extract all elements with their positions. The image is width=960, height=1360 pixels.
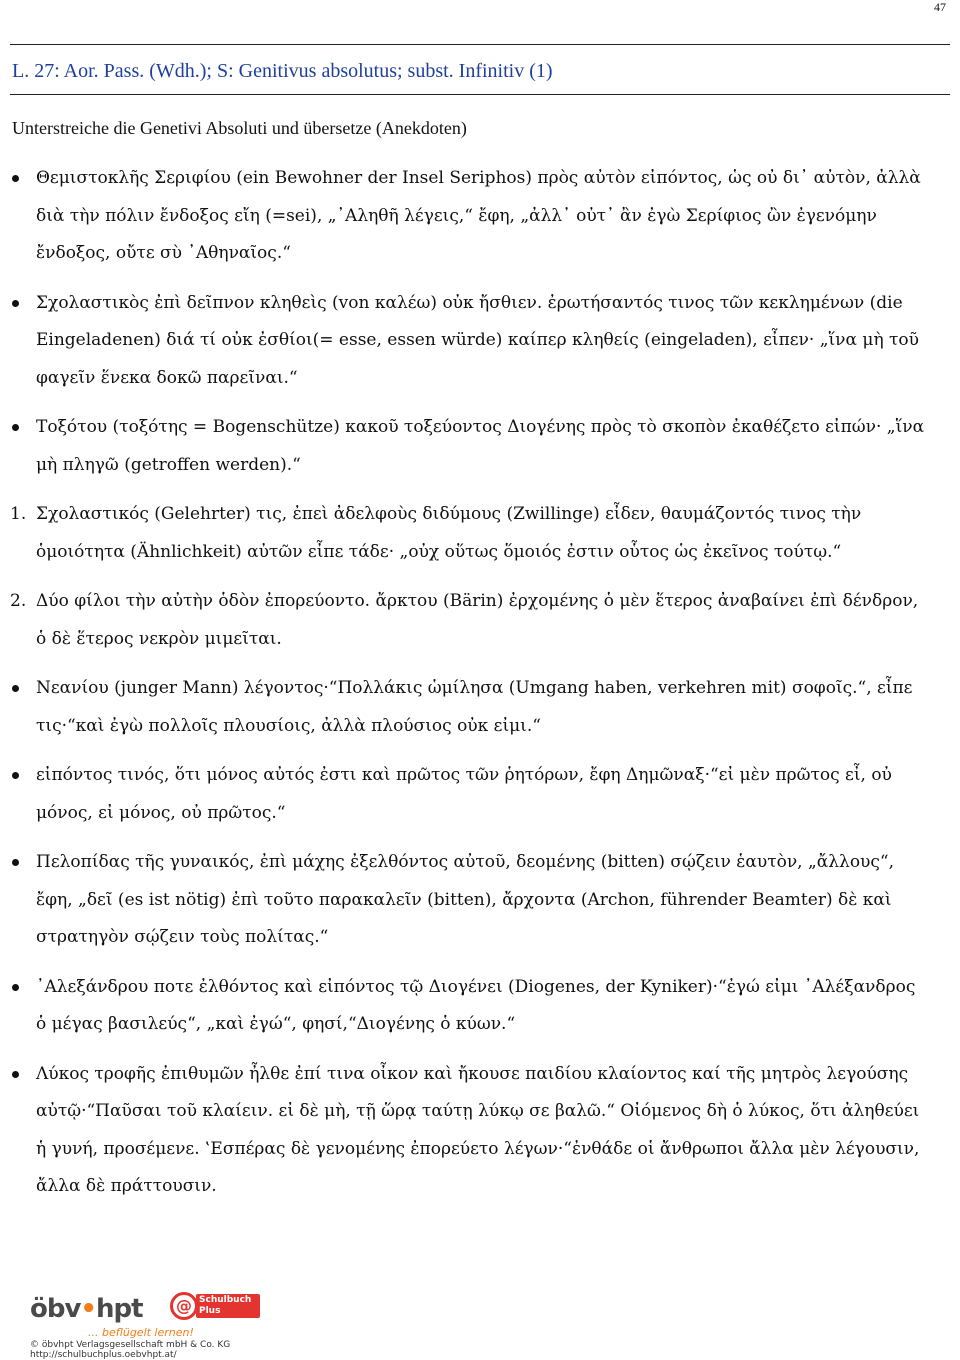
logo-separator: • xyxy=(80,1294,97,1324)
exercise-item xyxy=(10,844,930,957)
exercise-text: Λύκος τροφῆς ἐπιθυμῶν ἦλθε ἐπί τινα οἶκον καὶ ἤκουσε παιδίου κλαίοντος καί τῆς μητρὸς λεγούσης αὐτῷ·“Παῦσαι τοῦ κλαίειν. εἰ δὲ μὴ, τῇ ὥρᾳ ταύτῃ λύκῳ σε βαλῶ.“ Οἰόμενος δὴ ὁ λύκος, ὅτι ἀληθεύει ἡ γυνή, προσέμενε. ‛Εσπέρας δὲ γενομένης ἐπορεύετο λέγων·“ἐνθάδε οἱ ἄνθρωποι ἄλλα μὲν λέγουσιν, ἄλλα δὲ πράττουσιν. xyxy=(36,1063,920,1196)
exercise-number: 1. xyxy=(10,504,27,524)
exercise-text: Θεμιστοκλῆς Σεριφίου (ein Bewohner der Insel Seriphos) πρὸς αὐτὸν εἰπόντος, ὡς οὐ δι᾽ αὐτὸν, ἀλλὰ διὰ τὴν πόλιν ἔνδοξος εἴη (=sei), „᾽Αληθῆ λέγεις,“ ἔφη, „ἀλλ᾽ οὐτ᾽ ἂν ἐγὼ Σερίφιος ὢν ἐγενόμην ἔνδοξος, οὔτε σὺ ᾽Αθηναῖος.“ xyxy=(36,168,921,263)
exercise-item xyxy=(10,670,930,745)
bullet-icon xyxy=(12,424,19,431)
bullet-icon xyxy=(12,175,19,182)
logo-left-text: öbv xyxy=(30,1294,81,1324)
header-divider-top xyxy=(10,44,950,45)
exercise-item xyxy=(10,583,930,658)
page-number: 47 xyxy=(934,0,946,14)
lesson-title: L. 27: Aor. Pass. (Wdh.); S: Genitivus absolutus; subst. Infinitiv (1) xyxy=(12,60,553,82)
schulbuchplus-logo xyxy=(170,1290,260,1324)
exercise-text: Νεανίου (junger Mann) λέγοντος·“Πολλάκις ὡμίλησα (Umgang haben, verkehren mit) σοφοῖς.“, εἶπε τις·“καὶ ἐγὼ πολλοῖς πλουσίοις, ἀλλὰ πλούσιος οὐκ εἰμι.“ xyxy=(36,678,913,736)
exercise-text: Δύο φίλοι τὴν αὐτὴν ὁδὸν ἐπορεύοντο. ἄρκτου (Bärin) ἐρχομένης ὁ μὲν ἕτερος ἀναβαίνει ἐπὶ δένδρον, ὁ δὲ ἕτερος νεκρὸν μιμεῖται. xyxy=(36,591,919,649)
publisher-info xyxy=(30,1340,230,1360)
exercise-text: Πελοπίδας τῆς γυναικός, ἐπὶ μάχης ἐξελθόντος αὐτοῦ, δεομένης (bitten) σῴζειν ἑαυτὸν, „ἄλλους“, ἔφη, „δεῖ (es ist nötig) ἐπὶ τοῦτο παρακαλεῖν (bitten), ἄρχοντα (Archon, führender Beamter) δὲ καὶ στρατηγὸν σῴζειν τοὺς πολίτας.“ xyxy=(36,852,895,947)
exercise-text: Σχολαστικὸς ἐπὶ δεῖπνον κληθεὶς (von καλέω) οὐκ ἤσθιεν. ἐρωτήσαντός τινος τῶν κεκλημένων (die Eingeladenen) διά τί οὐκ ἐσθίοι(= esse, essen würde) καίπερ κληθείς (eingeladen), εἶπεν· „ἵνα μὴ τοῦ φαγεῖν ἕνεκα δοκῶ παρεῖναι.“ xyxy=(36,292,920,388)
exercise-item xyxy=(10,757,930,832)
exercise-item xyxy=(10,285,930,398)
schulbuchplus-badge: Schulbuch Plus xyxy=(196,1294,260,1318)
publisher-footer xyxy=(30,1292,310,1358)
exercise-item xyxy=(10,969,930,1044)
exercise-item xyxy=(10,1056,930,1206)
exercise-list xyxy=(10,160,930,1218)
exercise-item xyxy=(10,409,930,484)
bullet-icon xyxy=(12,685,19,692)
bullet-icon xyxy=(12,1071,19,1078)
bullet-icon xyxy=(12,859,19,866)
bullet-icon xyxy=(12,300,19,307)
logo-right-text: hpt xyxy=(96,1294,143,1324)
instruction-text: Unterstreiche die Genetivi Absoluti und übersetze (Anekdoten) xyxy=(12,118,467,138)
at-sign-icon: @ xyxy=(170,1292,198,1320)
exercise-text: Σχολαστικός (Gelehrter) τις, ἐπεὶ ἀδελφοὺς διδύμους (Zwillinge) εἶδεν, θαυμάζοντός τινος τὴν ὁμοιότητα (Ähnlichkeit) αὐτῶν εἶπε τάδε· „οὐχ οὕτως ὅμοιός ἐστιν οὗτος ὡς ἐκεῖνος τούτῳ.“ xyxy=(36,504,862,562)
publisher-copyright: © öbvhpt Verlagsgesellschaft mbH & Co. KG xyxy=(30,1340,231,1350)
publisher-url: http://schulbuchplus.oebvhpt.at/ xyxy=(30,1350,177,1360)
exercise-item xyxy=(10,496,930,571)
exercise-number: 2. xyxy=(10,591,27,611)
exercise-item xyxy=(10,160,930,273)
bullet-icon xyxy=(12,772,19,779)
exercise-text: ᾽Αλεξάνδρου ποτε ἐλθόντος καὶ εἰπόντος τῷ Διογένει (Diogenes, der Kyniker)·“ἐγώ εἰμι ᾽Αλέξανδρος ὁ μέγας βασιλεύς“, „καὶ ἐγώ“, φησί,“Διογένης ὁ κύων.“ xyxy=(36,976,916,1034)
obvhpt-logo xyxy=(30,1294,143,1324)
exercise-text: Τοξότου (τοξότης = Bogenschütze) κακοῦ τοξεύοντος Διογένης πρὸς τὸ σκοπὸν ἐκαθέζετο εἰπών· „ἵνα μὴ πληγῶ (getroffen werden).“ xyxy=(36,417,925,475)
exercise-text: εἰπόντος τινός, ὅτι μόνος αὐτός ἐστι καὶ πρῶτος τῶν ῥητόρων, ἔφη Δημῶναξ·“εἰ μὲν πρῶτος εἶ, οὐ μόνος, εἰ μόνος, οὐ πρῶτος.“ xyxy=(36,765,892,823)
logo-tagline: ... beflügelt lernen! xyxy=(88,1326,194,1339)
header-divider-bottom xyxy=(10,94,950,95)
bullet-icon xyxy=(12,984,19,991)
